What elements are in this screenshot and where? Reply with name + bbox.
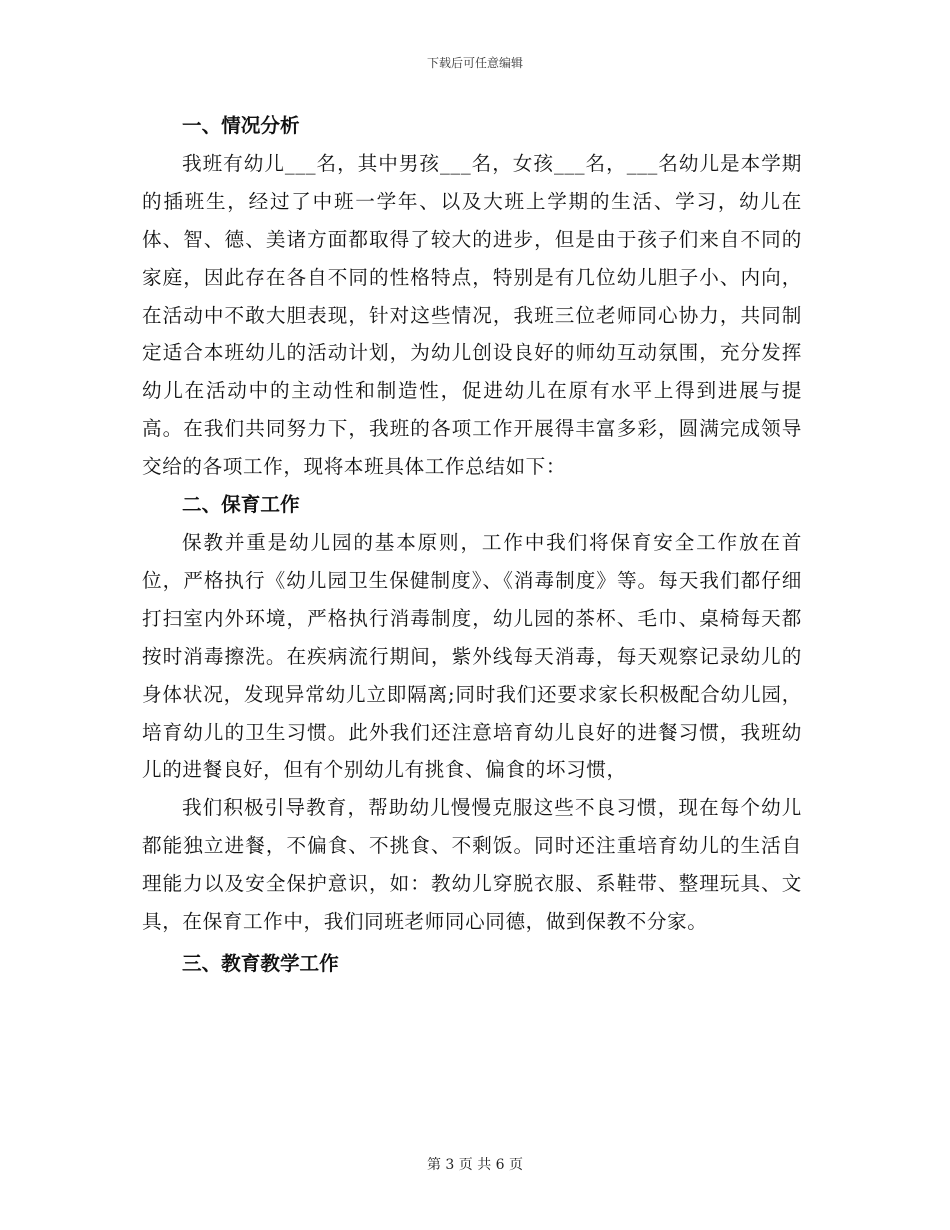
section-heading-childcare-work: 二、保育工作 xyxy=(182,493,300,517)
header-note: 下载后可任意编辑 xyxy=(426,56,523,70)
section-heading-teaching-work: 三、教育教学工作 xyxy=(182,951,339,975)
document-body xyxy=(142,107,802,983)
section-heading-situation-analysis: 一、情况分析 xyxy=(182,114,300,137)
page-number: 第 3 页 共 6 页 xyxy=(426,1157,524,1173)
paragraph-childcare-work-1: 保教并重是幼儿园的基本原则，工作中我们将保育安全工作放在首位，严格执行《幼儿园卫生保健制度》、《消毒制度》等。每天我们都仔细打扫室内外环境，严格执行消毒制度，幼儿园的茶杯、毛巾、桌椅每天都按时消毒擦洗。在疾病流行期间，紫外线每天消毒，每天观察记录幼儿的身体状况，发现异常幼儿立即隔离;同时我们还要求家长积极配合幼儿园，培育幼儿的卫生习惯。此外我们还注意培育幼儿良好的进餐习惯，我班幼儿的进餐良好，但有个别幼儿有挑食、偏食的坏习惯， xyxy=(142,530,802,782)
paragraph-childcare-work-2: 我们积极引导教育，帮助幼儿慢慢克服这些不良习惯，现在每个幼儿都能独立进餐，不偏食、不挑食、不剩饭。同时还注重培育幼儿的生活自理能力以及安全保护意识，如：教幼儿穿脱衣服、系鞋带、整理玩具、文具，在保育工作中，我们同班老师同心同德，做到保教不分家。 xyxy=(142,796,802,934)
paragraph-situation-analysis: 我班有幼儿___名，其中男孩___名，女孩___名，___名幼儿是本学期的插班生，经过了中班一学年、以及大班上学期的生活、学习，幼儿在体、智、德、美诸方面都取得了较大的进步，但是由于孩子们来自不同的家庭，因此存在各自不同的性格特点，特别是有几位幼儿胆子小、内向，在活动中不敢大胆表现，针对这些情况，我班三位老师同心协力，共同制定适合本班幼儿的活动计划，为幼儿创设良好的师幼互动氛围，充分发挥幼儿在活动中的主动性和制造性，促进幼儿在原有水平上得到进展与提高。在我们共同努力下，我班的各项工作开展得丰富多彩，圆满完成领导交给的各项工作，现将本班具体工作总结如下： xyxy=(142,151,802,479)
